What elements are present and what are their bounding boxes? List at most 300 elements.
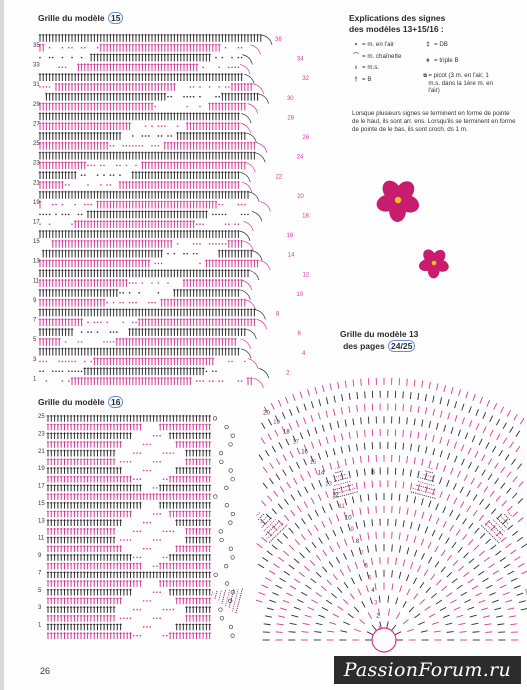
chain-dot — [140, 478, 142, 480]
crochet-stitch-mark — [151, 348, 154, 356]
crochet-stitch-mark — [52, 289, 55, 297]
crochet-stitch-mark — [208, 112, 211, 120]
crochet-stitch-mark — [67, 458, 70, 465]
round-stitch — [323, 550, 327, 556]
crochet-stitch-mark — [119, 93, 122, 101]
crochet-stitch-mark — [80, 220, 83, 228]
crochet-stitch-mark — [202, 563, 205, 570]
chain-dot — [241, 204, 243, 206]
crochet-stitch-mark — [71, 73, 74, 81]
crochet-stitch-mark — [138, 358, 141, 366]
crochet-stitch-mark — [164, 171, 167, 179]
crochet-stitch-mark — [116, 230, 119, 238]
crochet-stitch-mark — [93, 467, 96, 474]
crochet-stitch-mark — [45, 338, 48, 346]
crochet-stitch-mark — [90, 260, 93, 268]
crochet-stitch-mark — [234, 73, 237, 81]
crochet-stitch-mark — [189, 424, 192, 431]
crochet-stitch-mark — [64, 250, 67, 258]
crochet-stitch-mark — [55, 34, 58, 42]
crochet-stitch-mark — [60, 441, 63, 448]
crochet-stitch-mark — [135, 44, 138, 52]
crochet-stitch-mark — [135, 230, 138, 238]
crochet-stitch-mark — [215, 230, 218, 238]
crochet-stitch-mark — [103, 571, 106, 578]
crochet-stitch-mark — [144, 377, 147, 385]
crochet-stitch-mark — [45, 230, 48, 238]
round-stitch — [407, 534, 409, 541]
crochet-stitch-mark — [172, 493, 175, 500]
grid15-row-number: 34 — [296, 56, 304, 63]
crochet-stitch-mark — [93, 191, 96, 199]
crochet-stitch-mark — [109, 201, 112, 209]
crochet-stitch-mark — [185, 580, 188, 587]
round-stitch — [360, 620, 365, 624]
crochet-stitch-mark — [202, 44, 205, 52]
pineapple-row — [263, 519, 275, 531]
crochet-stitch-mark — [71, 230, 74, 238]
crochet-stitch-mark — [205, 299, 208, 307]
crochet-stitch-mark — [175, 519, 178, 526]
crochet-stitch-mark — [208, 338, 211, 346]
crochet-stitch-mark — [208, 142, 211, 150]
crochet-stitch-mark — [132, 309, 135, 317]
chain-dot — [49, 214, 51, 216]
crochet-stitch-mark — [157, 358, 160, 366]
crochet-stitch-mark — [173, 230, 176, 238]
picot-mark — [219, 608, 223, 612]
crochet-stitch-mark — [80, 122, 83, 130]
crochet-stitch-mark — [116, 201, 119, 209]
crochet-stitch-mark — [176, 63, 179, 71]
crochet-stitch-mark — [162, 424, 165, 431]
crochet-stitch-mark — [71, 93, 74, 101]
crochet-stitch-mark — [180, 211, 183, 219]
round-stitch — [267, 608, 274, 610]
crochet-stitch-mark — [166, 493, 169, 500]
crochet-stitch-mark — [67, 571, 70, 578]
crochet-stitch-mark — [202, 519, 205, 526]
round-stitch — [475, 451, 478, 457]
crochet-stitch-mark — [208, 191, 211, 199]
crochet-stitch-mark — [167, 44, 170, 52]
crochet-stitch-mark — [224, 122, 227, 130]
round-stitch — [291, 615, 298, 617]
crochet-stitch-mark — [93, 93, 96, 101]
crochet-stitch-mark — [109, 34, 112, 42]
crochet-stitch-mark — [103, 309, 106, 317]
crochet-stitch-mark — [87, 240, 90, 248]
crochet-stitch-mark — [231, 289, 234, 297]
round-stitch — [468, 462, 471, 468]
crochet-stitch-mark — [221, 328, 224, 336]
crochet-stitch-mark — [96, 112, 99, 120]
crochet-stitch-mark — [185, 424, 188, 431]
crochet-stitch-mark — [208, 485, 211, 492]
crochet-stitch-mark — [250, 309, 253, 317]
crochet-stitch-mark — [183, 230, 186, 238]
round-stitch — [453, 560, 458, 565]
round-stitch — [456, 514, 460, 520]
crochet-stitch-mark — [126, 485, 129, 492]
crochet-stitch-mark — [237, 309, 240, 317]
grid13-row-number: 18 — [283, 429, 290, 436]
edge-chain — [240, 290, 250, 300]
crochet-stitch-mark — [135, 34, 138, 42]
round-stitch — [518, 518, 523, 523]
crochet-stitch-mark — [240, 152, 243, 160]
crochet-stitch-mark — [67, 424, 70, 431]
crochet-stitch-mark — [144, 83, 147, 91]
crochet-stitch-mark — [48, 161, 51, 169]
crochet-stitch-mark — [60, 476, 63, 483]
crochet-stitch-mark — [90, 493, 93, 500]
crochet-stitch-mark — [189, 328, 192, 336]
crochet-stitch-mark — [170, 338, 173, 346]
round-stitch — [511, 459, 515, 465]
crochet-stitch-mark — [228, 171, 231, 179]
crochet-stitch-mark — [139, 571, 142, 578]
picot-mark — [214, 495, 218, 499]
chain-dot — [193, 96, 195, 98]
grid15-row-number: 8 — [275, 311, 280, 318]
crochet-stitch-mark — [224, 112, 227, 120]
chain-dot — [158, 282, 160, 284]
crochet-stitch-mark — [64, 73, 67, 81]
crochet-stitch-mark — [195, 537, 198, 544]
crochet-stitch-mark — [93, 606, 96, 613]
crochet-stitch-mark — [208, 415, 211, 422]
chain-dot — [122, 321, 124, 323]
round-stitch — [287, 482, 291, 488]
chain-dot — [135, 165, 137, 167]
chain-dot — [150, 600, 152, 602]
crochet-stitch-mark — [208, 152, 211, 160]
edge-chain — [242, 182, 252, 192]
round-stitch — [399, 455, 400, 462]
crochet-stitch-mark — [234, 93, 237, 101]
crochet-stitch-mark — [192, 545, 195, 552]
crochet-stitch-mark — [247, 377, 250, 385]
chain-dot — [143, 522, 145, 524]
crochet-stitch-mark — [160, 112, 163, 120]
crochet-stitch-mark — [53, 450, 56, 457]
round-stitch — [442, 586, 447, 591]
round-stitch — [508, 571, 514, 574]
picot-mark — [224, 564, 228, 568]
crochet-stitch-mark — [250, 34, 253, 42]
round-stitch — [357, 392, 358, 399]
crochet-stitch-mark — [199, 328, 202, 336]
crochet-stitch-mark — [175, 554, 178, 561]
crochet-stitch-mark — [116, 519, 119, 526]
crochet-stitch-mark — [76, 624, 79, 631]
grid13-row-number: 7 — [360, 551, 364, 558]
crochet-stitch-mark — [84, 289, 87, 297]
crochet-stitch-mark — [86, 511, 89, 518]
crochet-stitch-mark — [205, 132, 208, 140]
round-stitch — [368, 533, 369, 540]
crochet-stitch-mark — [183, 54, 186, 62]
crochet-stitch-mark — [228, 103, 231, 111]
crochet-stitch-mark — [109, 432, 112, 439]
crochet-stitch-mark — [172, 432, 175, 439]
crochet-stitch-mark — [70, 519, 73, 526]
chain-dot — [90, 165, 92, 167]
round-stitch — [461, 592, 467, 596]
crochet-stitch-mark — [180, 358, 183, 366]
crochet-stitch-mark — [58, 348, 61, 356]
crochet-stitch-mark — [176, 309, 179, 317]
crochet-stitch-mark — [74, 279, 77, 287]
round-stitch — [502, 501, 507, 506]
chain-dot — [161, 125, 163, 127]
chain-dot — [169, 452, 171, 454]
chain-dot — [113, 341, 115, 343]
crochet-stitch-mark — [128, 377, 131, 385]
crochet-stitch-mark — [215, 318, 218, 326]
crochet-stitch-mark — [138, 103, 141, 111]
crochet-stitch-mark — [148, 338, 151, 346]
crochet-stitch-mark — [240, 260, 243, 268]
crochet-stitch-mark — [173, 211, 176, 219]
chain-dot — [46, 86, 48, 88]
crochet-stitch-mark — [93, 545, 96, 552]
crochet-stitch-mark — [64, 260, 67, 268]
round-stitch — [267, 551, 273, 555]
round-stitch — [414, 614, 420, 618]
crochet-stitch-mark — [164, 220, 167, 228]
crochet-stitch-mark — [215, 34, 218, 42]
crochet-stitch-mark — [244, 191, 247, 199]
crochet-stitch-mark — [151, 338, 154, 346]
edge-chain — [242, 55, 252, 65]
round-stitch — [473, 394, 475, 401]
round-stitch — [261, 519, 266, 524]
crochet-stitch-mark — [199, 34, 202, 42]
crochet-stitch-mark — [58, 269, 61, 277]
round-stitch — [330, 503, 333, 510]
crochet-stitch-mark — [176, 299, 179, 307]
round-stitch — [360, 508, 361, 515]
crochet-stitch-mark — [169, 424, 172, 431]
round-stitch — [301, 632, 308, 633]
crochet-stitch-mark — [151, 112, 154, 120]
crochet-stitch-mark — [189, 279, 192, 287]
crochet-stitch-mark — [212, 191, 215, 199]
crochet-stitch-mark — [70, 589, 73, 596]
crochet-stitch-mark — [192, 54, 195, 62]
crochet-stitch-mark — [144, 73, 147, 81]
crochet-stitch-mark — [83, 458, 86, 465]
chain-dot — [123, 539, 125, 541]
chain-dot — [94, 165, 96, 167]
crochet-stitch-mark — [47, 554, 50, 561]
crochet-stitch-mark — [80, 161, 83, 169]
crochet-stitch-mark — [185, 476, 188, 483]
crochet-stitch-mark — [189, 142, 192, 150]
crochet-stitch-mark — [221, 112, 224, 120]
crochet-stitch-mark — [86, 554, 89, 561]
grid13-row-number: 20 — [263, 410, 270, 417]
crochet-stitch-mark — [119, 554, 122, 561]
crochet-stitch-mark — [173, 83, 176, 91]
round-stitch — [469, 559, 474, 564]
crochet-stitch-mark — [141, 250, 144, 258]
crochet-stitch-mark — [119, 424, 122, 431]
crochet-stitch-mark — [244, 34, 247, 42]
crochet-stitch-mark — [119, 122, 122, 130]
round-stitch — [356, 483, 357, 490]
picot-mark — [231, 512, 235, 516]
crochet-stitch-mark — [167, 211, 170, 219]
chain-dot — [133, 478, 135, 480]
crochet-stitch-mark — [154, 358, 157, 366]
crochet-stitch-mark — [212, 152, 215, 160]
crochet-stitch-mark — [116, 632, 119, 639]
chain-dot — [39, 361, 41, 363]
crochet-stitch-mark — [58, 240, 61, 248]
round-stitch — [407, 589, 410, 595]
crochet-stitch-mark — [135, 103, 138, 111]
crochet-stitch-mark — [167, 328, 170, 336]
crochet-stitch-mark — [180, 230, 183, 238]
crochet-stitch-mark — [113, 632, 116, 639]
crochet-stitch-mark — [244, 269, 247, 277]
crochet-stitch-mark — [135, 152, 138, 160]
crochet-stitch-mark — [90, 269, 93, 277]
crochet-stitch-mark — [93, 377, 96, 385]
crochet-stitch-mark — [87, 83, 90, 91]
chain-dot — [209, 380, 211, 382]
crochet-stitch-mark — [55, 338, 58, 346]
crochet-stitch-mark — [109, 240, 112, 248]
round-stitch — [357, 444, 358, 451]
crochet-stitch-mark — [109, 485, 112, 492]
round-stitch — [418, 432, 419, 439]
crochet-stitch-mark — [80, 589, 83, 596]
round-stitch — [446, 538, 450, 544]
round-stitch — [290, 586, 296, 590]
round-stitch — [460, 487, 463, 493]
crochet-stitch-mark — [119, 348, 122, 356]
round-stitch — [295, 540, 300, 545]
round-stitch — [492, 600, 499, 602]
crochet-stitch-mark — [132, 220, 135, 228]
crochet-stitch-mark — [231, 171, 234, 179]
crochet-stitch-mark — [136, 485, 139, 492]
crochet-stitch-mark — [218, 161, 221, 169]
crochet-stitch-mark — [106, 511, 109, 518]
round-stitch — [521, 544, 527, 548]
crochet-stitch-mark — [96, 279, 99, 287]
crochet-stitch-mark — [57, 432, 60, 439]
crochet-stitch-mark — [195, 450, 198, 457]
round-stitch — [411, 444, 412, 451]
round-stitch — [403, 520, 404, 527]
crochet-stitch-mark — [67, 598, 70, 605]
crochet-stitch-mark — [199, 122, 202, 130]
crochet-stitch-mark — [93, 554, 96, 561]
crochet-stitch-mark — [186, 181, 189, 189]
round-stitch — [488, 474, 492, 480]
crochet-stitch-mark — [47, 424, 50, 431]
crochet-stitch-mark — [80, 571, 83, 578]
crochet-stitch-mark — [57, 450, 60, 457]
crochet-stitch-mark — [179, 571, 182, 578]
crochet-stitch-mark — [237, 348, 240, 356]
crochet-stitch-mark — [224, 299, 227, 307]
round-stitch — [327, 631, 334, 632]
round-stitch — [311, 600, 317, 603]
crochet-stitch-mark — [215, 132, 218, 140]
round-stitch — [447, 572, 452, 577]
crochet-stitch-mark — [63, 615, 66, 622]
crochet-stitch-mark — [135, 63, 138, 71]
crochet-stitch-mark — [151, 161, 154, 169]
round-stitch — [476, 409, 479, 415]
crochet-stitch-mark — [125, 112, 128, 120]
crochet-stitch-mark — [199, 211, 202, 219]
crochet-stitch-mark — [141, 171, 144, 179]
crochet-stitch-mark — [133, 571, 136, 578]
crochet-stitch-mark — [109, 132, 112, 140]
crochet-stitch-mark — [208, 348, 211, 356]
chain-dot — [143, 626, 145, 628]
round-stitch — [514, 557, 520, 561]
round-stitch — [364, 520, 365, 527]
grid13-row-number: 3 — [374, 600, 378, 607]
crochet-stitch-mark — [96, 589, 99, 596]
crochet-stitch-mark — [170, 230, 173, 238]
crochet-stitch-mark — [196, 44, 199, 52]
round-stitch — [472, 632, 479, 633]
crochet-stitch-mark — [106, 240, 109, 248]
crochet-stitch-mark — [80, 606, 83, 613]
crochet-stitch-mark — [67, 545, 70, 552]
grid16-row-number: 21 — [38, 448, 45, 455]
crochet-stitch-mark — [199, 554, 202, 561]
crochet-stitch-mark — [57, 528, 60, 535]
round-stitch — [436, 600, 442, 604]
crochet-stitch-mark — [53, 476, 56, 483]
crochet-stitch-mark — [45, 181, 48, 189]
edge-chain — [241, 349, 251, 359]
crochet-stitch-mark — [154, 161, 157, 169]
crochet-stitch-mark — [208, 161, 211, 169]
crochet-stitch-mark — [141, 318, 144, 326]
crochet-stitch-mark — [186, 112, 189, 120]
crochet-stitch-mark — [74, 299, 77, 307]
crochet-stitch-mark — [80, 624, 83, 631]
crochet-stitch-mark — [164, 54, 167, 62]
crochet-stitch-mark — [55, 240, 58, 248]
round-stitch — [312, 483, 315, 489]
crochet-stitch-mark — [70, 485, 73, 492]
crochet-stitch-mark — [215, 260, 218, 268]
crochet-stitch-mark — [208, 181, 211, 189]
chain-dot — [244, 214, 246, 216]
round-stitch — [365, 430, 366, 437]
crochet-stitch-mark — [93, 83, 96, 91]
grid13-title-number: 24/25 — [388, 340, 415, 352]
crochet-stitch-mark — [73, 485, 76, 492]
crochet-stitch-mark — [132, 358, 135, 366]
round-stitch — [315, 510, 318, 516]
chain-dot — [122, 145, 124, 147]
crochet-stitch-mark — [103, 519, 106, 526]
crochet-stitch-mark — [173, 142, 176, 150]
